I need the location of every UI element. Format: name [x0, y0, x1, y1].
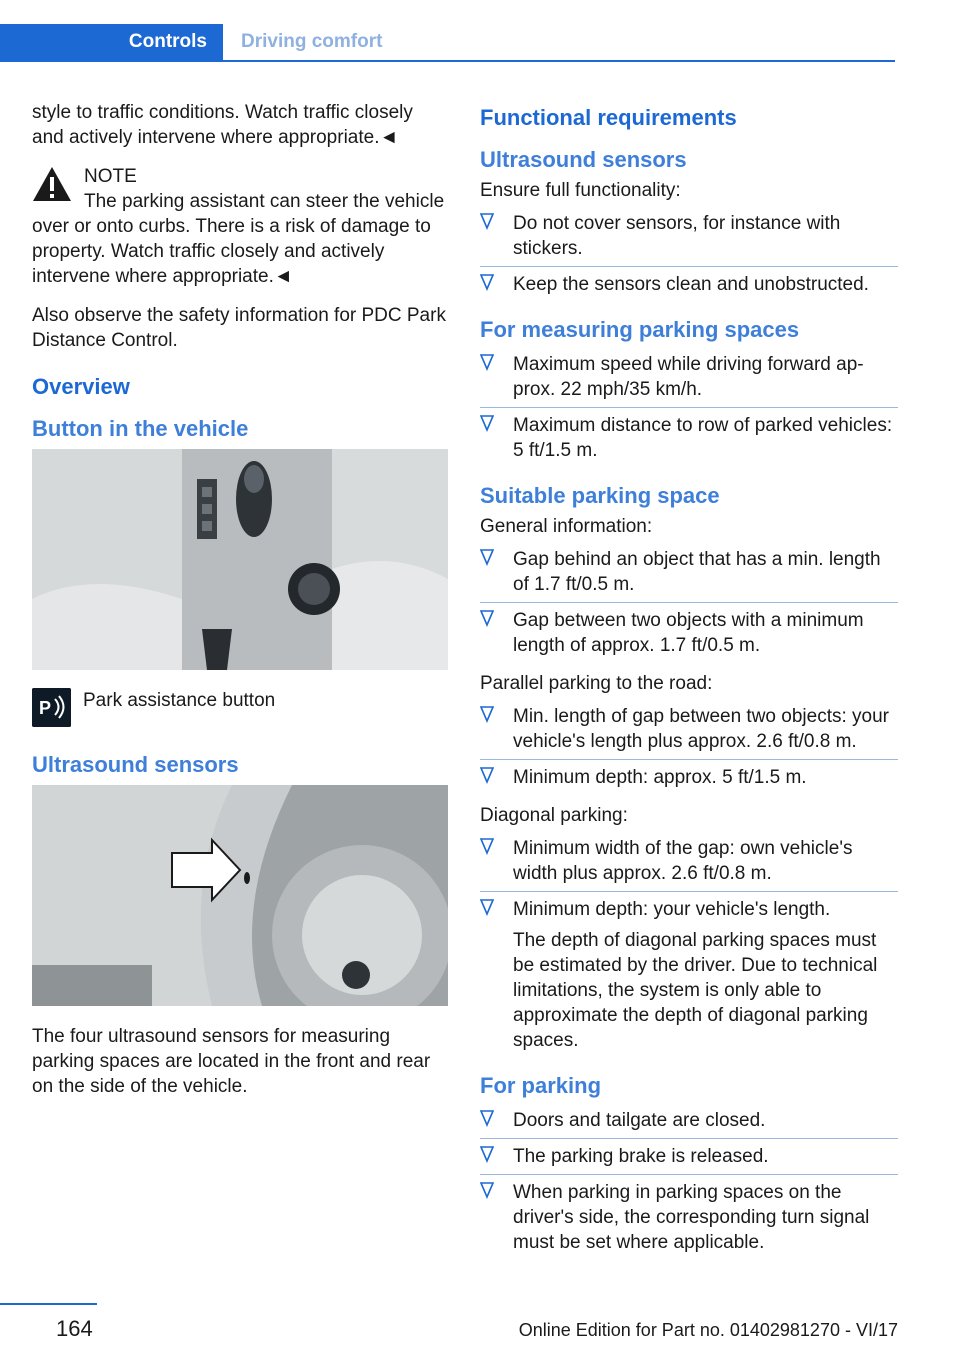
bullet-triangle-icon [480, 273, 494, 291]
park-assist-icon [32, 688, 71, 727]
list-item [480, 834, 898, 891]
list-item-text: The parking brake is released. [513, 1146, 769, 1167]
list-item-text: Gap between two objects with a minimum length of approx. 1.7 ft/0.5 m. [513, 610, 864, 656]
bullet-triangle-icon [480, 1145, 494, 1163]
list-item [480, 1138, 898, 1174]
bullet-triangle-icon [480, 705, 494, 723]
list-item [480, 545, 898, 602]
list-item-text: Keep the sensors clean and unobstructed. [513, 274, 869, 295]
left-column [32, 100, 448, 1099]
list-item-text: Minimum width of the gap: own vehicle's width plus approx. 2.6 ft/0.8 m. [513, 838, 853, 884]
diagonal-label: Diagonal parking: [480, 805, 628, 826]
list-item-text: Min. length of gap between two objects: your vehicle's length plus approx. 2.6 ft/0.8 m. [513, 706, 890, 752]
sensors-caption: The four ultrasound sensors for measuring parking spaces are located in the front and rear on the side of the vehicle. [32, 1026, 431, 1097]
general-list [480, 545, 898, 663]
bullet-triangle-icon [480, 898, 494, 916]
sensor-photo [32, 785, 448, 1006]
list-item [480, 1106, 898, 1138]
header-divider [0, 60, 895, 62]
list-item [480, 602, 898, 663]
list-item-text: Minimum depth: your vehicle's length. [513, 899, 831, 920]
list-item [480, 702, 898, 759]
list-item-text: Minimum depth: approx. 5 ft/1.5 m. [513, 767, 807, 788]
list-item [480, 759, 898, 795]
measure-list [480, 350, 898, 468]
us-intro: Ensure full functionality: [480, 180, 681, 201]
button-heading: Button in the vehicle [32, 416, 249, 441]
parallel-list [480, 702, 898, 795]
list-item-text: When parking in parking spaces on the driver's side, the corresponding turn signal must be set where applicable. [513, 1182, 870, 1253]
tab-driving-comfort[interactable]: Driving comfort [241, 31, 383, 52]
us-list [480, 209, 898, 302]
right-column [480, 100, 898, 1268]
console-photo [32, 449, 448, 670]
bullet-triangle-icon [480, 1181, 494, 1199]
list-item [480, 350, 898, 407]
list-item-text: Do not cover sensors, for instance with stickers. [513, 213, 841, 259]
sensors-heading: Ultrasound sensors [32, 752, 239, 777]
bullet-triangle-icon [480, 548, 494, 566]
bullet-triangle-icon [480, 837, 494, 855]
parallel-label: Parallel parking to the road: [480, 673, 713, 694]
list-item [480, 209, 898, 266]
note-body: The parking assistant can steer the vehicle over or onto curbs. There is a risk of damage to property. Watch traffic closely and actively intervene where appropriate.◄ [32, 191, 445, 287]
park-assist-legend [32, 688, 448, 727]
bullet-triangle-icon [480, 609, 494, 627]
diagonal-list [480, 834, 898, 1058]
parking-list [480, 1106, 898, 1260]
diagonal-note: The depth of diagonal parking spaces must be estimated by the driver. Due to technical limitations, the system is only able to approximate the depth of diagonal parking spaces. [513, 930, 878, 1051]
list-item-text: Maximum distance to row of parked vehicles: 5 ft/1.5 m. [513, 415, 893, 461]
suitable-heading: Suitable parking space [480, 483, 720, 508]
functional-heading: Functional requirements [480, 105, 737, 130]
bullet-triangle-icon [480, 766, 494, 784]
page-number: 164 [56, 1316, 93, 1341]
measure-heading: For measuring parking spaces [480, 317, 800, 342]
list-item [480, 1174, 898, 1260]
legend-label: Park assistance button [83, 690, 276, 711]
list-item-text: Maximum speed while driving forward approx. 22 mph/35 km/h. [513, 354, 864, 400]
general-label: General information: [480, 516, 653, 537]
list-item [480, 407, 898, 468]
safety-text: Also observe the safety information for PDC Park Distance Control. [32, 305, 446, 351]
parking-heading: For parking [480, 1073, 602, 1098]
overview-heading: Overview [32, 374, 130, 399]
list-item-text: Doors and tailgate are closed. [513, 1110, 766, 1131]
intro-text: style to traffic conditions. Watch traffic closely and actively intervene where appropriate.◄ [32, 102, 413, 148]
us-heading: Ultrasound sensors [480, 147, 687, 172]
note-block [32, 164, 448, 289]
list-item [480, 266, 898, 302]
edition-footer: Online Edition for Part no. 01402981270 - VI/17 [518, 1320, 898, 1340]
bullet-triangle-icon [480, 212, 494, 230]
header-tabs [0, 24, 895, 62]
list-item [480, 891, 898, 1058]
page-number-rule [0, 1303, 97, 1305]
warning-icon [32, 166, 72, 202]
svg-text:P: P [39, 698, 52, 718]
list-item-text: Gap behind an object that has a min. length of 1.7 ft/0.5 m. [513, 549, 881, 595]
bullet-triangle-icon [480, 414, 494, 432]
bullet-triangle-icon [480, 1109, 494, 1127]
bullet-triangle-icon [480, 353, 494, 371]
tab-controls[interactable]: Controls [0, 24, 223, 60]
note-title: NOTE [84, 166, 137, 187]
